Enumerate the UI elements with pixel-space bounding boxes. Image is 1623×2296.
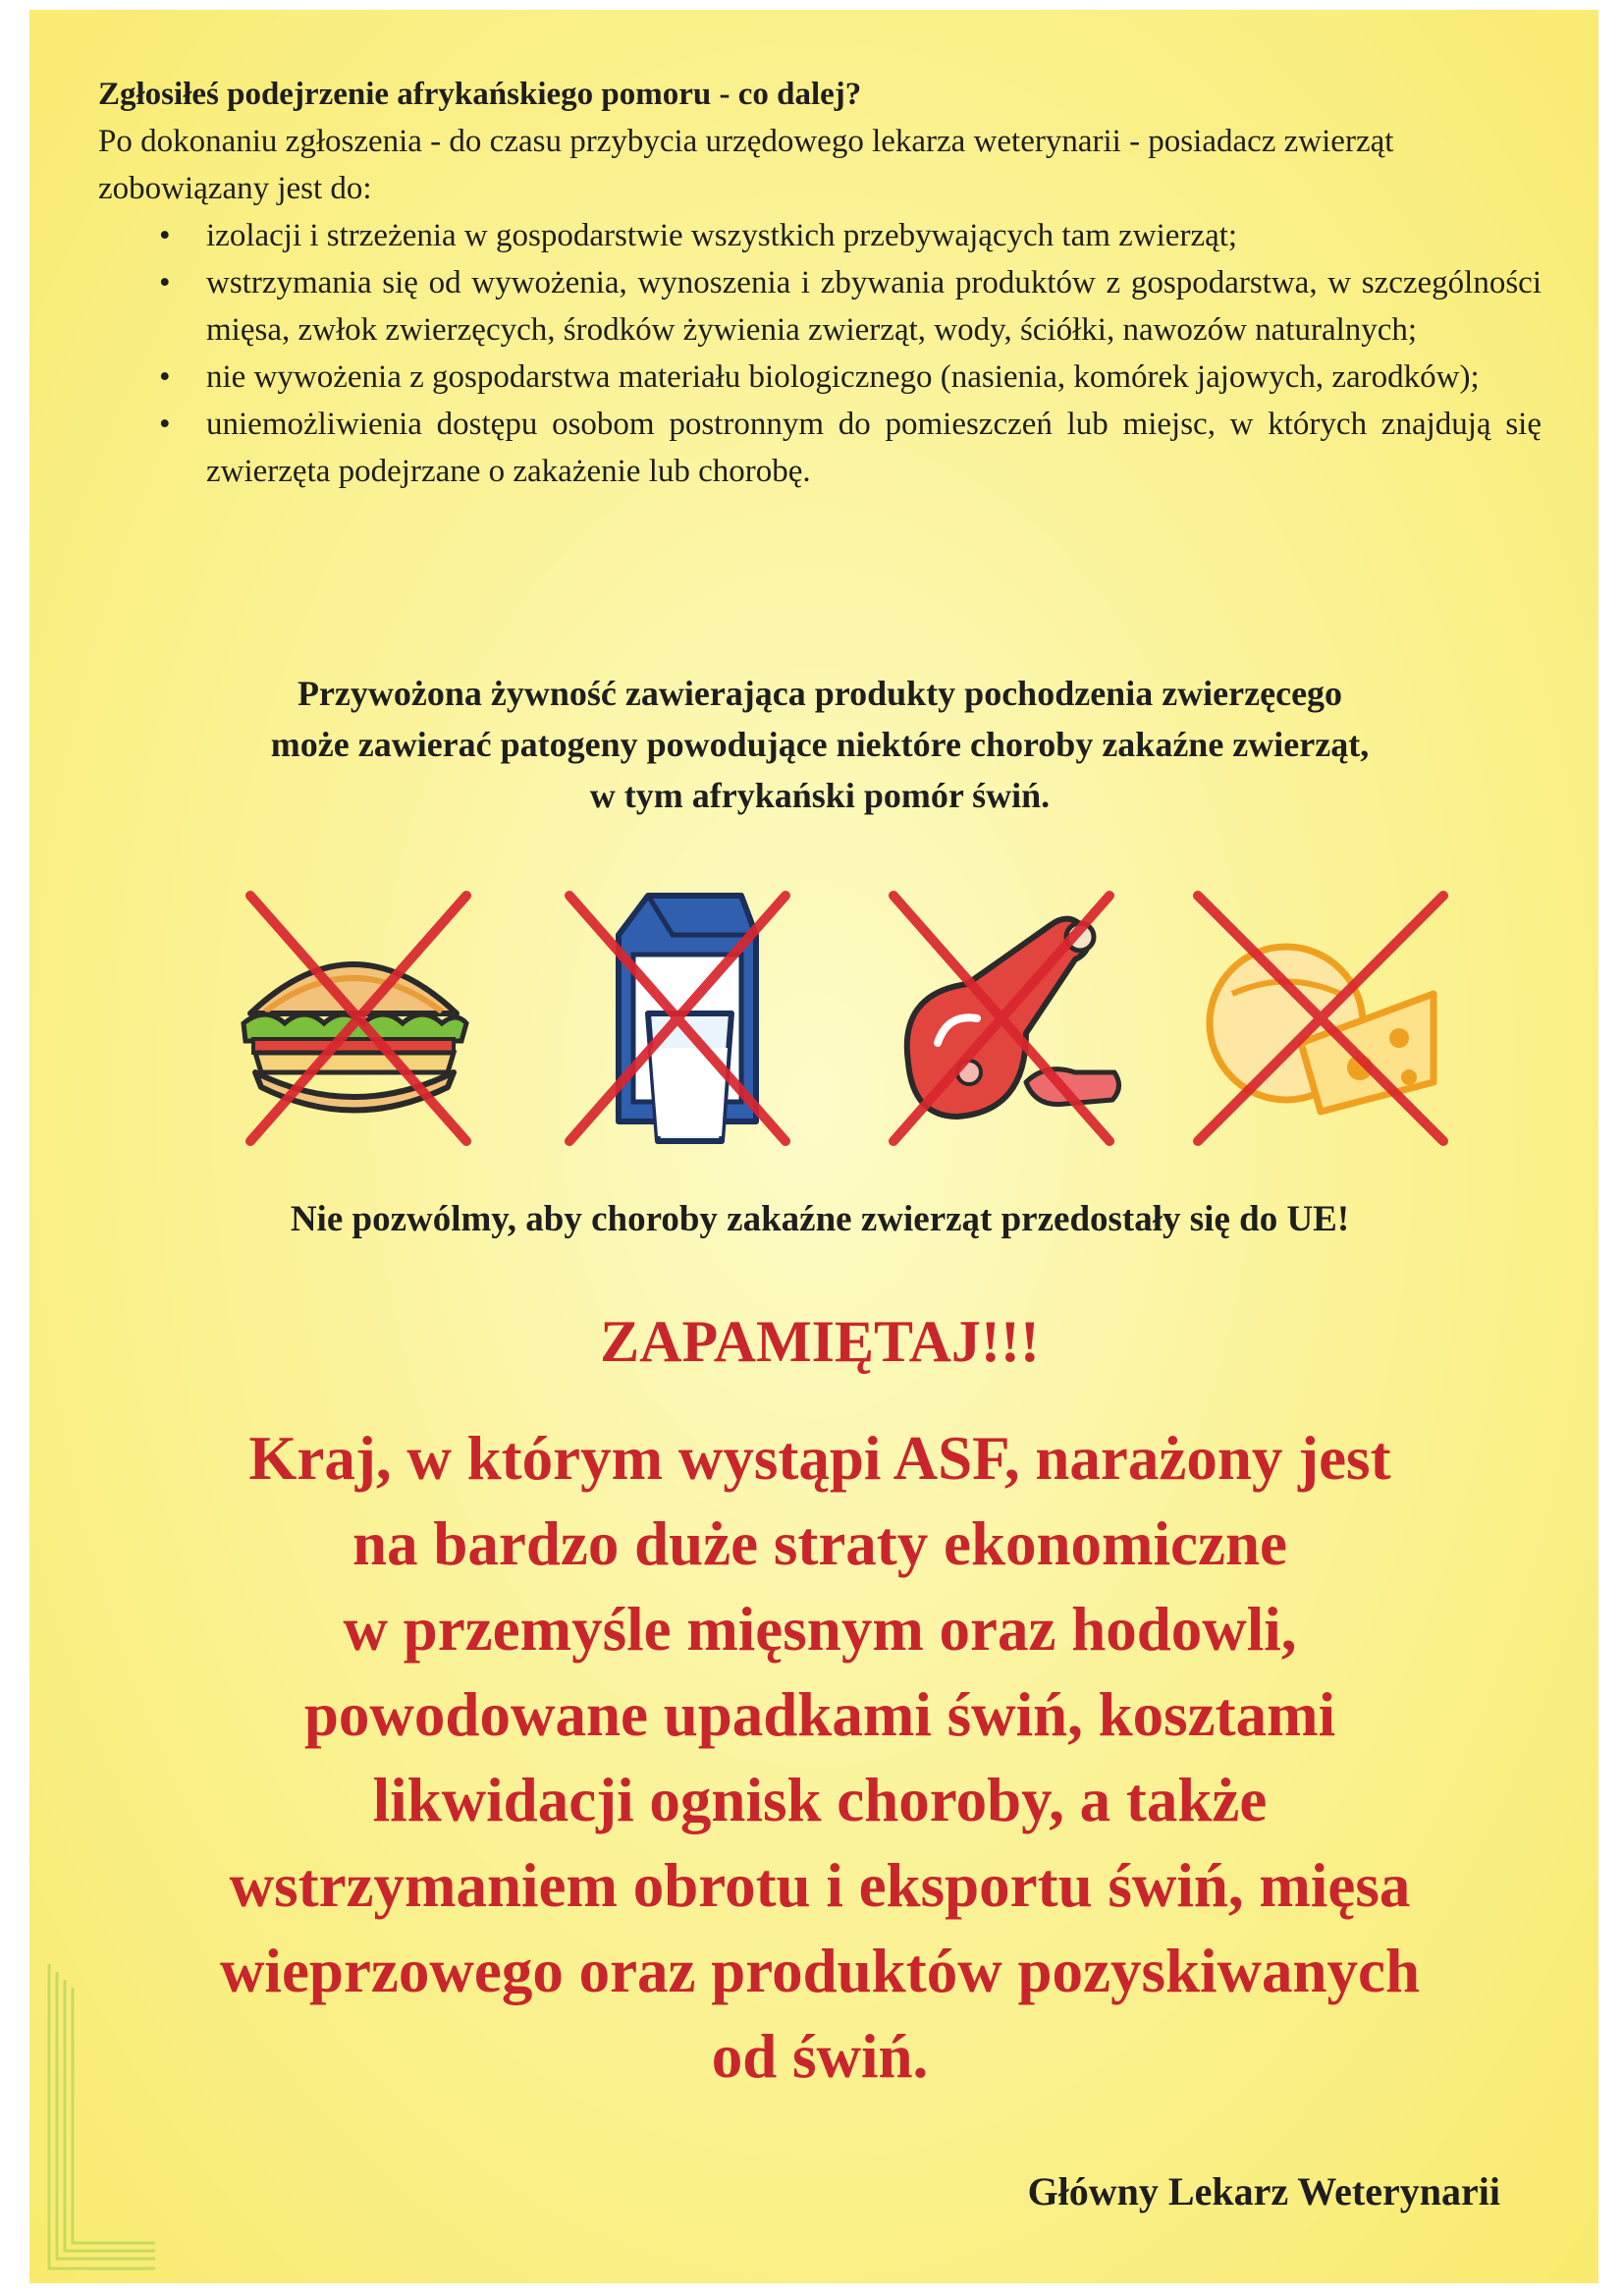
message-line: powodowane upadkami świń, kosztami	[303, 1680, 1336, 1749]
obligations-list	[98, 212, 1542, 495]
message-line: wieprzowego oraz produktów pozyskiwanych	[219, 1937, 1421, 2005]
message-line: Kraj, w którym wystąpi ASF, narażony jest	[248, 1424, 1391, 1493]
message-line: w przemyśle mięsnym oraz hodowli,	[343, 1595, 1297, 1664]
warning-line: Przywożona żywność zawierająca produkty pochodzenia zwierzęcego	[297, 674, 1343, 713]
message-line: na bardzo duże straty ekonomiczne	[352, 1509, 1287, 1578]
message-line: wstrzymaniem obrotu i eksportu świń, mięsa	[229, 1851, 1411, 1920]
list-item: • uniemożliwienia dostępu osobom postronnym do pomieszczeń lub miejsc, w których znajdują się zwierzęta podejrzane o zakażenie lub chorobę.	[98, 401, 1542, 495]
list-item: • wstrzymania się od wywożenia, wynoszenia i zbywania produktów z gospodarstwa, w szczególności mięsa, zwłok zwierzęcych, środków żywienia zwierząt, wody, ściółki, nawozów naturalnych;	[98, 259, 1542, 354]
intro-lead: Po dokonaniu zgłoszenia - do czasu przybycia urzędowego lekarza weterynarii - posiadacz zwierząt zobowiązany jest do:	[98, 124, 1394, 206]
warning-line: w tym afrykański pomór świń.	[589, 776, 1051, 815]
bullet-icon: •	[159, 407, 171, 442]
bullet-icon: •	[159, 359, 171, 395]
list-item: • nie wywożenia z gospodarstwa materiału biologicznego (nasienia, komórek jajowych, zarodków);	[98, 354, 1542, 401]
warning-text	[98, 668, 1542, 821]
asf-message	[98, 1416, 1542, 2100]
prohibited-food-icons	[226, 876, 1463, 1161]
poster	[29, 10, 1598, 2283]
bullet-icon: •	[159, 218, 171, 253]
message-line: od świń.	[711, 2022, 929, 2091]
message-line: likwidacji ognisk choroby, a także	[372, 1766, 1268, 1834]
prohibition-crosses	[226, 876, 1463, 1161]
warning-line: może zawierać patogeny powodujące niektóre choroby zakaźne zwierząt,	[270, 725, 1370, 764]
remember-heading: ZAPAMIĘTAJ!!!	[600, 1309, 1040, 1374]
bullet-icon: •	[159, 265, 171, 301]
intro-section	[98, 71, 1542, 495]
signature: Główny Lekarz Weterynarii	[1027, 2169, 1500, 2214]
appeal-text: Nie pozwólmy, aby choroby zakaźne zwierząt przedostały się do UE!	[290, 1199, 1350, 1239]
intro-title: Zgłosiłeś podejrzenie afrykańskiego pomoru - co dalej?	[98, 77, 862, 112]
list-item: • izolacji i strzeżenia w gospodarstwie wszystkich przebywających tam zwierząt;	[98, 212, 1542, 259]
